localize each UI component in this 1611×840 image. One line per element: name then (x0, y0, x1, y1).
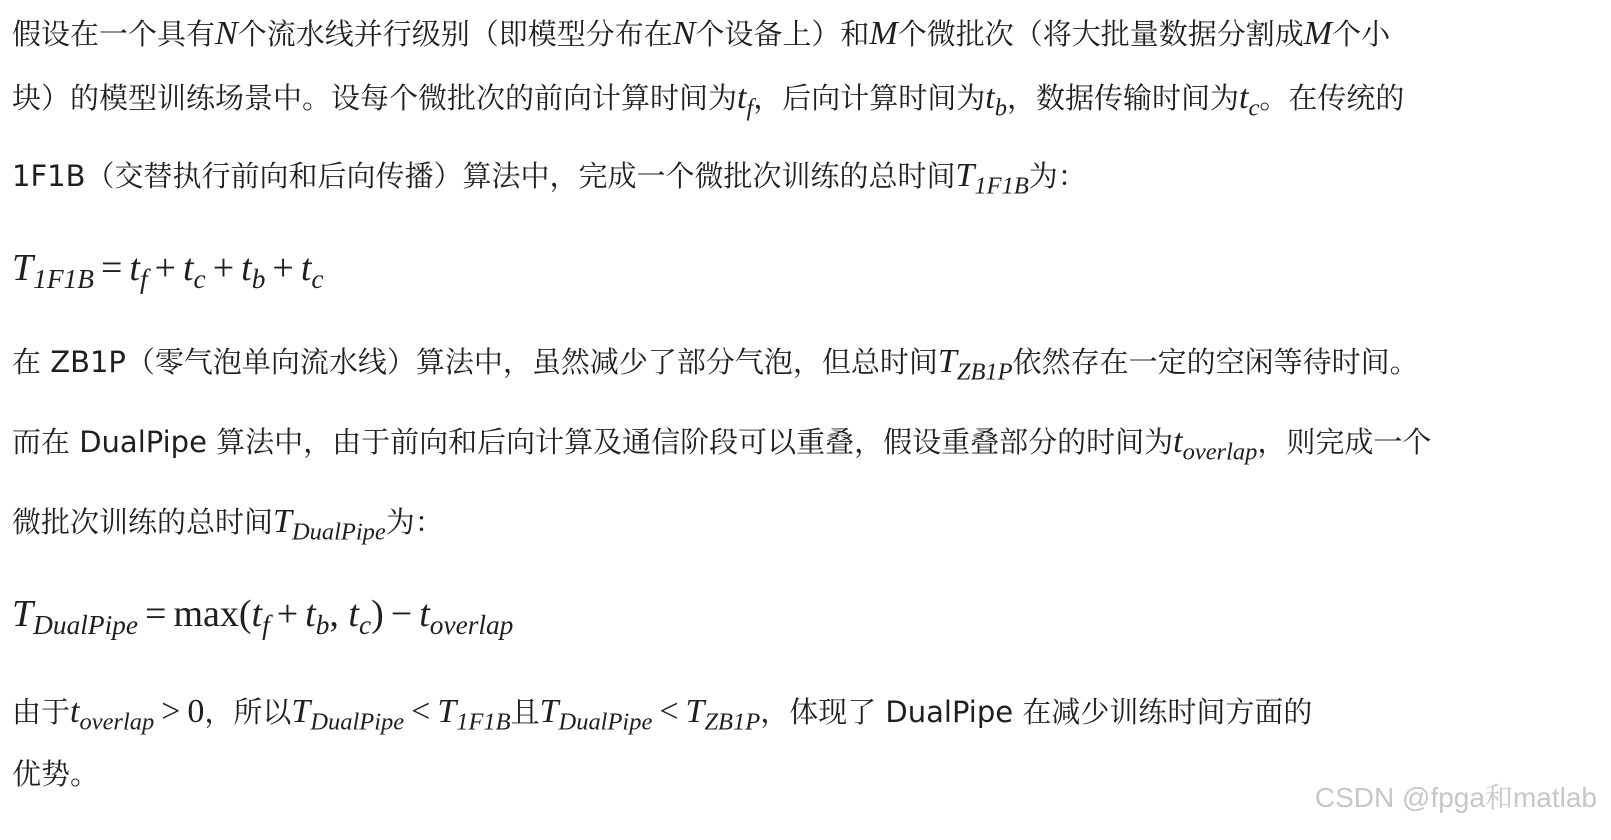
math-symbol: $t_f$ (737, 79, 754, 122)
math-symbol: $T_{ZB1P}$ (685, 693, 761, 736)
math-symbol: $T_{DualPipe}$ (273, 503, 386, 546)
text: 个小 (1332, 17, 1391, 51)
text: ，则完成一个 (1257, 425, 1432, 459)
text: 个设备上）和 (695, 17, 870, 51)
math-symbol: $t_c$ (1239, 79, 1260, 122)
math-symbol: $t_{overlap}$ (70, 693, 155, 736)
math-symbol: $T_{DualPipe}$ (539, 693, 653, 736)
text: 在 ZB1P（零气泡单向流水线）算法中，虽然减少了部分气泡，但总时间 (12, 345, 938, 379)
text: ，后向计算时间为 (753, 81, 986, 115)
math-symbol: N (215, 15, 238, 52)
paragraph-line (12, 500, 1552, 546)
text: 为： (385, 505, 444, 539)
text: 微批次训练的总时间 (12, 505, 274, 539)
text: 为： (1028, 159, 1087, 193)
text: ，体现了 DualPipe 在减少训练时间方面的 (760, 695, 1313, 729)
paragraph-line (12, 154, 1552, 200)
text: 个流水线并行级别（即模型分布在 (237, 17, 673, 51)
math-symbol: $T_{1F1B}$ (437, 693, 511, 736)
paragraph-line (12, 340, 1552, 386)
math-symbol: $T_{DualPipe}$ (291, 693, 405, 736)
text: 且 (510, 695, 540, 729)
text: 依然存在一定的空闲等待时间。 (1012, 345, 1419, 379)
math-symbol: M (869, 15, 898, 52)
equation-t1f1b: $T_{1F1B} = t_f + t_c + t_b + t_c$ (12, 247, 324, 295)
paragraph-line (12, 12, 1552, 53)
math-symbol: M (1303, 15, 1333, 52)
text: 而在 DualPipe 算法中，由于前向和后向计算及通信阶段可以重叠，假设重叠部分的时间为 (12, 425, 1174, 459)
math-symbol: $t_b$ (985, 79, 1007, 122)
csdn-watermark: CSDN @fpga和matlab (1314, 782, 1597, 813)
text: 由于 (12, 695, 71, 729)
text: 1F1B（交替执行前向和后向传播）算法中，完成一个微批次训练的总时间 (12, 159, 956, 193)
text: 个微批次（将大批量数据分割成 (897, 17, 1304, 51)
math-symbol: $T_{1F1B}$ (955, 157, 1029, 200)
text: ，所以 (204, 695, 292, 729)
paragraph-line (12, 76, 1552, 122)
paragraph-line: 由于$t_{overlap} > 0$，所以$T_{DualPipe} < T_{1F1B}$且$T_{DualPipe} < T_{ZB1P}$，体现了 DualPipe 在减少训练时间方面的 (12, 693, 1313, 736)
math-symbol: N (672, 15, 696, 52)
math-symbol: $t_{overlap}$ (1173, 423, 1258, 466)
equation-tdualpipe: $T_{DualPipe} = \max(t_f + t_b$, $t_c) - t_{overlap}$ (12, 593, 514, 641)
text: 优势。 (12, 757, 100, 791)
paragraph-line (12, 420, 1552, 466)
text: 块）的模型训练场景中。设每个微批次的前向计算时间为 (12, 81, 738, 115)
text: 。在传统的 (1259, 81, 1405, 115)
text: 假设在一个具有 (12, 17, 216, 51)
text: ，数据传输时间为 (1006, 81, 1239, 115)
math-symbol: $T_{ZB1P}$ (937, 343, 1013, 386)
